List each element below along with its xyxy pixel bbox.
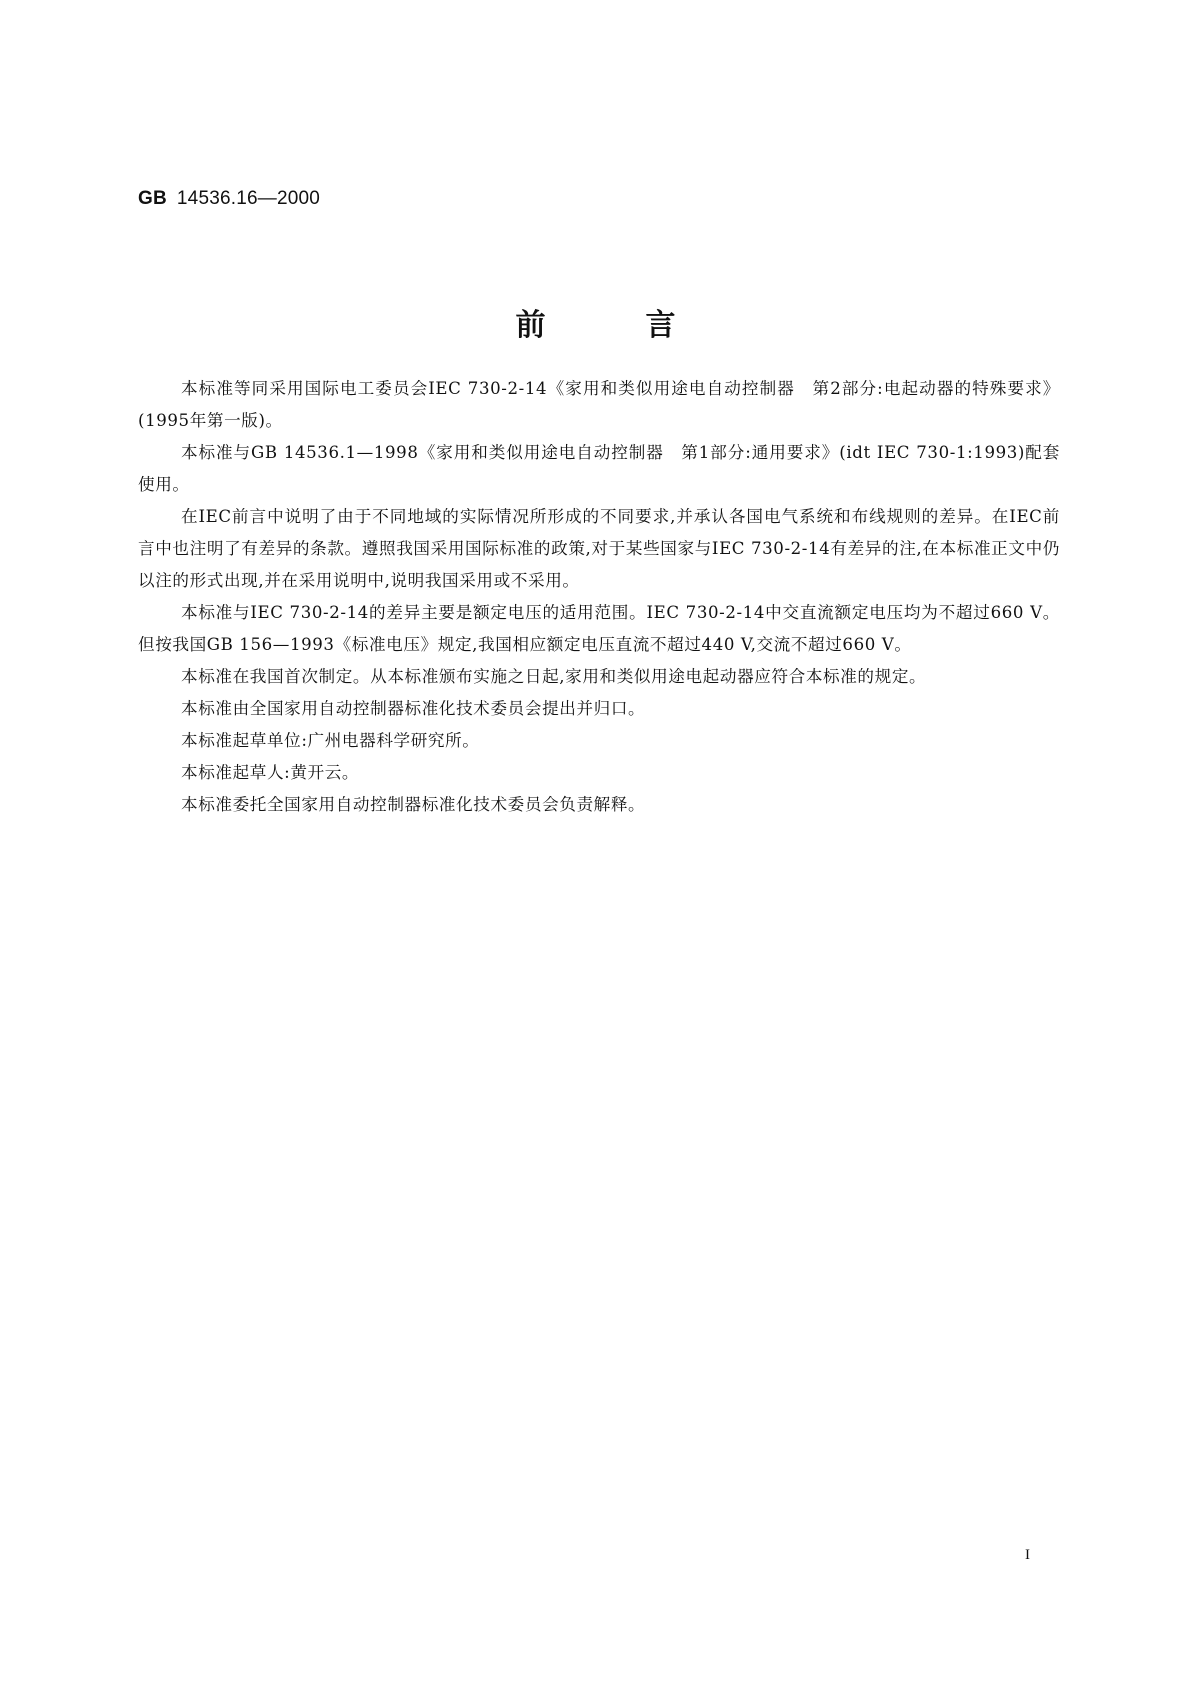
standard-prefix: GB [138, 188, 167, 209]
paragraph-8: 本标准起草人:黄开云。 [181, 763, 360, 782]
standard-number: 14536.16—2000 [176, 188, 321, 209]
page-title: 前言 [515, 308, 776, 343]
paragraph-1: 本标准等同采用国际电工委员会IEC 730-2-14《家用和类似用途电自动控制器 第2部分:电起动器的特殊要求》(1995年第一版)。 [138, 379, 1060, 430]
paragraph-2: 本标准与GB 14536.1—1998《家用和类似用途电自动控制器 第1部分:通用要求》(idt IEC 730-1:1993)配套使用。 [138, 443, 1060, 494]
foreword-body [138, 373, 1060, 821]
paragraph-6: 本标准由全国家用自动控制器标准化技术委员会提出并归口。 [181, 699, 646, 718]
paragraph-9: 本标准委托全国家用自动控制器标准化技术委员会负责解释。 [181, 795, 646, 814]
paragraph-7: 本标准起草单位:广州电器科学研究所。 [181, 731, 480, 750]
paragraph-5: 本标准在我国首次制定。从本标准颁布实施之日起,家用和类似用途电起动器应符合本标准的规定。 [181, 667, 927, 686]
paragraph-3: 在IEC前言中说明了由于不同地域的实际情况所形成的不同要求,并承认各国电气系统和布线规则的差异。在IEC前言中也注明了有差异的条款。遵照我国采用国际标准的政策,对于某些国家与IEC 730-2-14有差异的注,在本标准正文中仍以注的形式出现,并在采用说明中,说明我国采用或不采用。 [138, 507, 1060, 590]
paragraph-4: 本标准与IEC 730-2-14的差异主要是额定电压的适用范围。IEC 730-2-14中交直流额定电压均为不超过660 V。但按我国GB 156—1993《标准电压》规定,我国相应额定电压直流不超过440 V,交流不超过660 V。 [138, 603, 1060, 654]
page-number: I [1025, 1547, 1030, 1563]
standard-code [138, 188, 320, 210]
